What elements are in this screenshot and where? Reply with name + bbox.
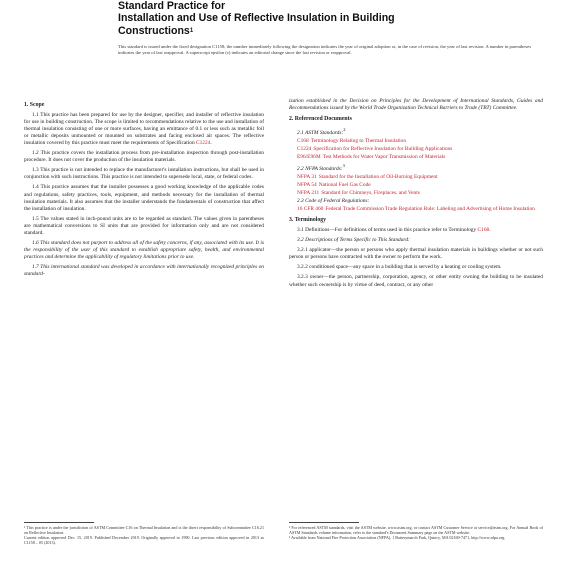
footnotes-left: [24, 525, 264, 545]
link-c168[interactable]: C168: [477, 227, 490, 234]
nfpa-reference-title[interactable]: Standard for the Installation of Oil-Burning Equipment: [318, 173, 438, 180]
nfpa-reference-list: [289, 174, 543, 197]
nfpa-reference-code[interactable]: NFPA 211: [297, 190, 320, 197]
section-heading-terminology: 3. Terminology: [289, 217, 327, 224]
scope-paragraph-6: 1.6 This standard does not purport to address all of the safety concerns, if any, associated with its use. It is the responsibility of the user of this standard to establish appropriate safety, health, and environmental practices and determine the applicability of regulatory limitations prior to use.: [24, 239, 264, 260]
right-column: [289, 98, 543, 292]
nfpa-reference-item: [297, 190, 543, 197]
footnotes-right: [289, 525, 543, 540]
nfpa-reference-code[interactable]: NFPA 54: [297, 182, 317, 189]
terminology-paragraph-5: 3.2.3 owner—the person, partnership, corporation, agency, or other entity owning the building to be insulated whether such ownership is by virtue of deed, contract, or any other: [289, 274, 543, 288]
scope-paragraph-7-continued: ization established in the Decision on Principles for the Development of International Standards, Guides and Recommendations issued by the World Trade Organization Technical Barriers to Trade (TBT) Committee.: [289, 98, 543, 112]
footnote-2: ² For referenced ASTM standards, visit the ASTM website, www.astm.org, or contact ASTM Customer Service at service@astm.org. For Annual Book of ASTM Standards volume information, refer to the standard's Document Summary page on the ASTM website.: [289, 525, 543, 535]
scope-paragraph-1: 1.1 This practice has been prepared for use by the designer, specifier, and installer of reflective insulation for use in building construction. The scope is limited to recommendations relative to the use and installation of thermal insulation consisting of one or more surfaces, having an emittance of 0.1 or less such as metallic foil or metallic deposits unmounted or mounted on substrates and facing enclosed air spaces. The reflective insulation covered by this practice must meet the requirements of Specification C1224.: [24, 112, 264, 147]
title-line-2: Installation and Use of Reflective Insulation in Building: [118, 12, 395, 25]
astm-reference-item: [297, 138, 543, 145]
footnote-edition: Current edition approved Dec. 15, 2019. Published December 2019. Originally approved in 1990. Last previous edition approved in 2013 as C1158 – 05 (2013).: [24, 535, 264, 545]
nfpa-reference-title[interactable]: Standard for Chimneys, Fireplaces, and Vents: [321, 190, 420, 197]
scope-paragraph-5: 1.5 The values stated in inch-pound units are to be regarded as standard. The values given in parentheses are mathematical conversions to SI units that are provided for information only and are not considered standard.: [24, 215, 264, 236]
document-title: [118, 0, 538, 37]
cfr-label: 2.3 Code of Federal Regulations:: [297, 198, 370, 205]
astm-reference-code[interactable]: E96/E96M: [297, 154, 321, 161]
astm-reference-code[interactable]: C1224: [297, 146, 312, 153]
nfpa-reference-code[interactable]: NFPA 31: [297, 173, 317, 180]
cfr-reference-item: [297, 206, 543, 213]
footnote-3: ³ Available from National Fire Protection Association (NFPA), 1 Batterymarch Park, Quincy, MA 02169-7471, http://www.nfpa.org.: [289, 535, 506, 540]
cfr-reference-code[interactable]: 16 CFR 460: [297, 206, 324, 213]
astm-reference-title[interactable]: Specification for Reflective Insulation for Building Applications: [313, 146, 453, 153]
section-heading-scope: 1. Scope: [24, 102, 45, 108]
section-heading-references: 2. Referenced Documents: [289, 116, 352, 123]
astm-standards-label: 2.1 ASTM Standards:$^2$: [297, 127, 346, 136]
cfr-reference-title[interactable]: Federal Trade Commission Trade Regulation Rule: Labeling and Advertising of Home Insulation: [325, 206, 535, 213]
nfpa-reference-title[interactable]: National Fuel Gas Code: [318, 182, 371, 189]
footnote-1: ¹ This practice is under the jurisdiction of ASTM Committee C16 on Thermal Insulation and is the direct responsibility of Subcommittee C16.21 on Reflective Insulation.: [24, 525, 264, 535]
footnote-rule-right: [289, 522, 359, 523]
astm-reference-title[interactable]: Test Methods for Water Vapor Transmission of Materials: [322, 154, 446, 161]
scope-paragraph-3: 1.3 This practice is not intended to replace the manufacturer's installation instructions, but shall be used in conjunction with such instructions. This practice is not intended to supersede local, state, or federal codes.: [24, 167, 264, 181]
left-column: [24, 98, 264, 281]
astm-reference-item: [297, 154, 543, 161]
link-c1224[interactable]: C1224: [196, 140, 211, 147]
scope-paragraph-7: 1.7 This international standard was developed in accordance with internationally recognized principles on standard-: [24, 263, 264, 277]
title-line-3: Constructions$^1$: [118, 24, 194, 37]
scope-paragraph-4: 1.4 This practice assumes that the installer possesses a good working knowledge of the applicable codes and regulations, safety practices, tools, equipment, and methods necessary for the installation of thermal insulation materials. It also assumes that the installer understands the fundamentals of construction that affect the installation of insulation.: [24, 184, 264, 212]
nfpa-reference-item: [297, 182, 543, 189]
terminology-paragraph-3: 3.2.1 applicator—the person or persons who apply thermal insulation materials in buildings whether or not such person or persons have contracted with the owner to perform the work.: [289, 247, 543, 261]
designation-note: This standard is issued under the fixed designation C1158; the number immediately following the designation indicates the year of original adoption or, in the case of revision, the year of last revision. A number in parentheses indicates the year of last reapproval. A superscript epsilon (ε) indicates an editorial change since the last revision or reapproval.: [118, 44, 531, 55]
nfpa-standards-label: 2.2 NFPA Standards:$^3$: [297, 163, 345, 172]
astm-reference-item: [297, 146, 543, 153]
footnote-rule-left: [24, 522, 94, 523]
terminology-paragraph-4: 3.2.2 conditioned space—any space in a building that is served by a heating or cooling system.: [297, 264, 502, 271]
astm-reference-list: [289, 138, 543, 161]
scope-paragraph-2: 1.2 This practice covers the installation process from pre-installation inspection through post-installation procedure. It does not cover the production of the insulation materials.: [24, 150, 264, 164]
cfr-reference-list: [289, 206, 543, 213]
terminology-paragraph-1: 3.1 Definitions—For definitions of terms used in this practice refer to Terminology C168.: [297, 227, 491, 234]
astm-reference-title[interactable]: Terminology Relating to Thermal Insulation: [310, 137, 407, 144]
nfpa-reference-item: [297, 174, 543, 181]
title-line-1: Standard Practice for: [118, 0, 226, 12]
astm-reference-code[interactable]: C168: [297, 137, 309, 144]
terminology-paragraph-2: 3.2 Descriptions of Terms Specific to This Standard:: [297, 237, 410, 244]
